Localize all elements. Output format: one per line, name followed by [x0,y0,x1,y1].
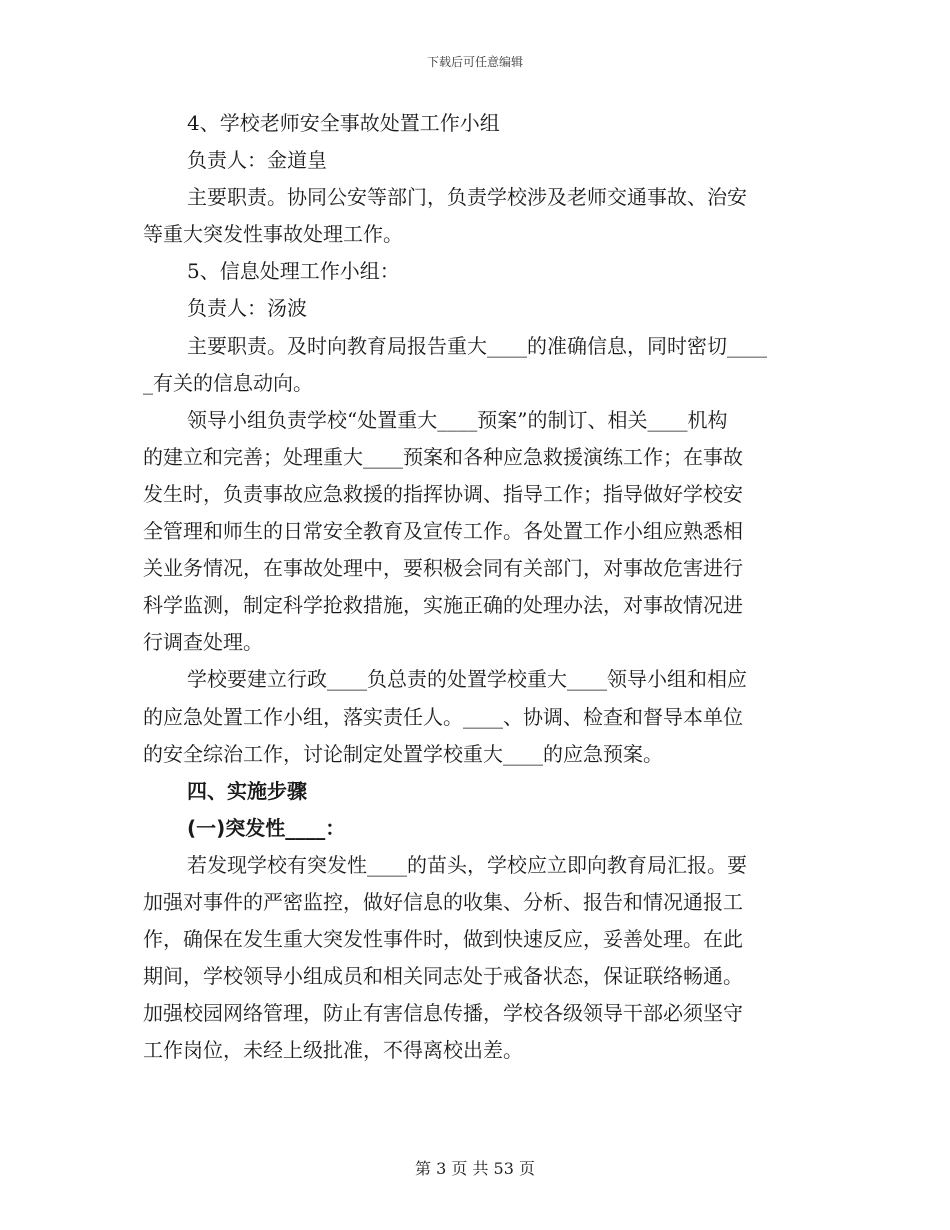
paragraph-line: 行调查处理。 [143,630,263,655]
section-heading: 4、学校老师安全事故处置工作小组 [187,111,500,135]
paragraph-line: 领导小组负责学校“处置重大____预案”的制订、相关____机构 [187,407,728,432]
section-heading: 四、实施步骤 [187,778,307,803]
paragraph-line: 若发现学校有突发性____的苗头，学校应立即向教育局汇报。要 [187,852,747,877]
paragraph-line: 作，确保在发生重大突发性事件时，做到快速反应，妥善处理。在此 [143,927,743,952]
paragraph-line: _有关的信息动向。 [143,370,313,395]
paragraph-line: 负责人：金道皇 [187,148,327,173]
paragraph-line: 加强校园网络管理，防止有害信息传播，学校各级领导干部必须坚守 [143,1001,743,1026]
page-number: 第 3 页 共 53 页 [415,1159,535,1178]
paragraph-line: 负责人：汤波 [187,296,307,321]
paragraph-line: 关业务情况，在事故处理中，要积极会同有关部门，对事故危害进行 [143,556,743,581]
paragraph-line: 的应急处置工作小组，落实责任人。____、协调、检查和督导本单位 [143,704,743,729]
document-body [143,105,808,1069]
paragraph-line: 科学监测，制定科学抢救措施，实施正确的处理办法，对事故情况进 [143,593,743,618]
paragraph-line: 发生时，负责事故应急救援的指挥协调、指导工作；指导做好学校安 [143,481,743,506]
paragraph-line: 全管理和师生的日常安全教育及宣传工作。各处置工作小组应熟悉相 [143,519,743,544]
paragraph-line: 工作岗位，未经上级批准，不得离校出差。 [143,1038,523,1063]
paragraph-line: 主要职责。及时向教育局报告重大____的准确信息，同时密切____ [187,333,767,358]
paragraph-line: 学校要建立行政____负总责的处置学校重大____领导小组和相应 [187,667,747,692]
paragraph-line: 的安全综治工作，讨论制定处置学校重大____的应急预案。 [143,741,663,766]
section-heading: 5、信息处理工作小组： [187,259,400,284]
paragraph-line: 加强对事件的严密监控，做好信息的收集、分析、报告和情况通报工 [143,889,743,914]
paragraph-line: 主要职责。协同公安等部门，负责学校涉及老师交通事故、治安 [187,185,747,210]
header-note: 下载后可任意编辑 [426,55,523,69]
subsection-heading: (一)突发性____： [187,815,346,840]
paragraph-line: 期间，学校领导小组成员和相关同志处于戒备状态，保证联络畅通。 [143,964,743,989]
paragraph-line: 等重大突发性事故处理工作。 [143,222,403,247]
paragraph-line: 的建立和完善；处理重大____预案和各种应急救援演练工作；在事故 [143,444,743,469]
